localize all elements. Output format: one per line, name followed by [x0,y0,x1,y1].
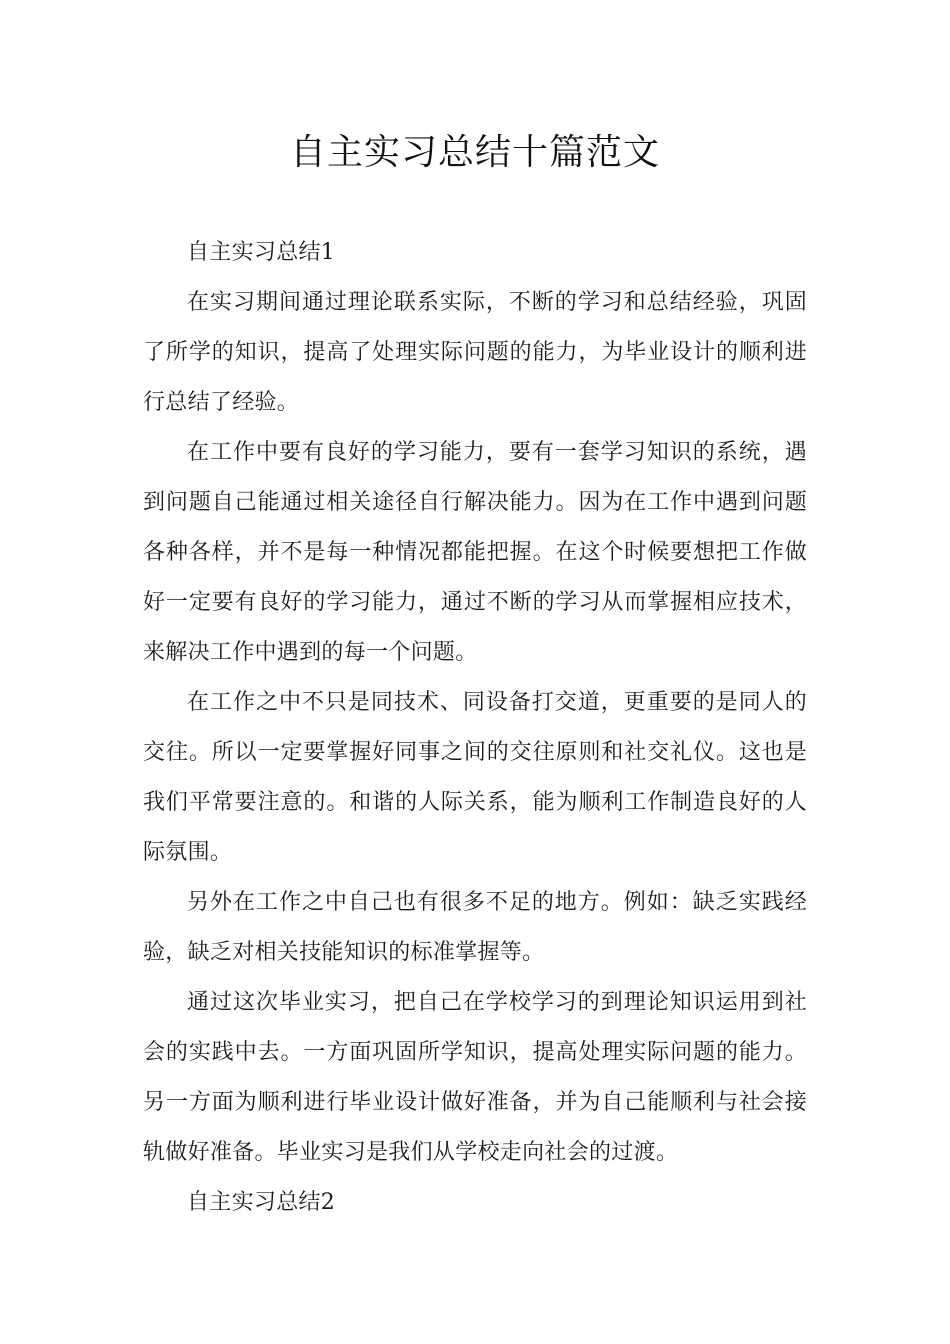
paragraph: 另外在工作之中自己也有很多不足的地方。例如：缺乏实践经验，缺乏对相关技能知识的标准掌握等。 [143,890,807,965]
paragraph: 在实习期间通过理论联系实际，不断的学习和总结经验，巩固了所学的知识，提高了处理实际问题的能力，为毕业设计的顺利进行总结了经验。 [143,290,807,415]
paragraph: 在工作中要有良好的学习能力，要有一套学习知识的系统，遇到问题自己能通过相关途径自行解决能力。因为在工作中遇到问题各种各样，并不是每一种情况都能把握。在这个时候要想把工作做好一定要有良好的学习能力，通过不断的学习从而掌握相应技术，来解决工作中遇到的每一个问题。 [143,440,807,665]
section-heading: 自主实习总结2 [187,1190,336,1215]
paragraph: 在工作之中不只是同技术、同设备打交道，更重要的是同人的交往。所以一定要掌握好同事之间的交往原则和社交礼仪。这也是我们平常要注意的。和谐的人际关系，能为顺利工作制造良好的人际氛围。 [143,690,807,865]
document-body [143,228,807,1228]
section-heading: 自主实习总结1 [187,240,336,265]
document-title: 自主实习总结十篇范文 [289,132,660,173]
paragraph: 通过这次毕业实习，把自己在学校学习的到理论知识运用到社会的实践中去。一方面巩固所学知识，提高处理实际问题的能力。另一方面为顺利进行毕业设计做好准备，并为自己能顺利与社会接轨做好准备。毕业实习是我们从学校走向社会的过渡。 [143,990,807,1165]
